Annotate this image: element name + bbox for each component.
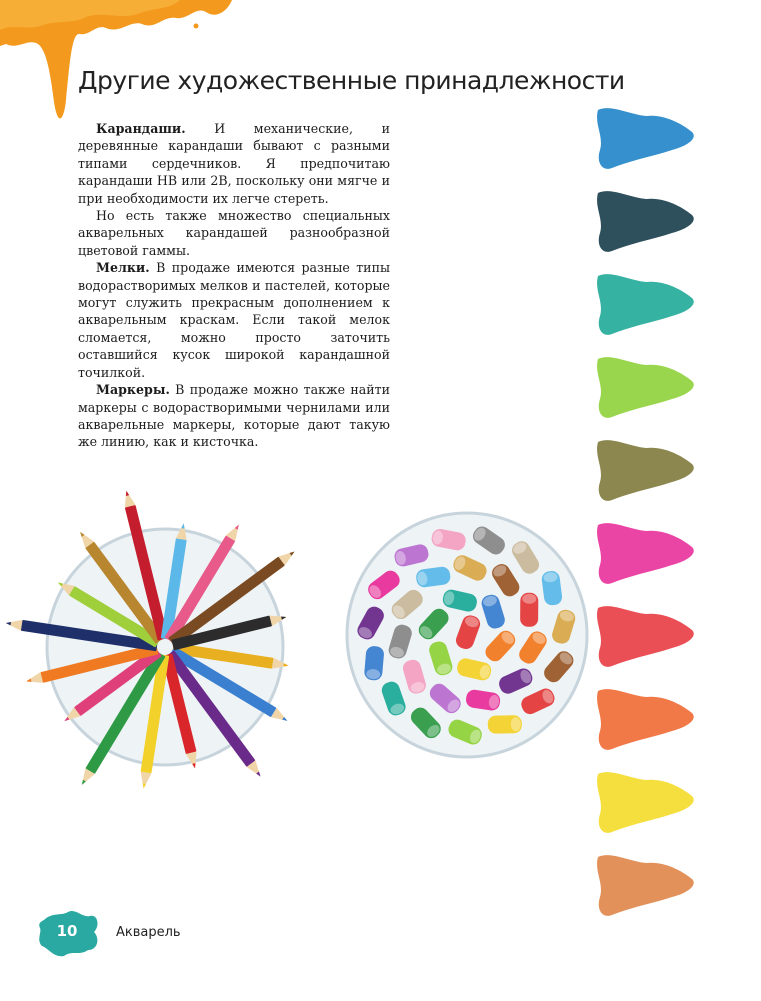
pencils-in-glass-photo xyxy=(0,472,335,817)
paragraph-text: В продаже можно также найти маркеры с водорастворимыми чернилами или акварельные маркеры, которые дают такую же линию, как и кисточка. xyxy=(78,382,390,450)
page-title: Другие художественные принадлежности xyxy=(78,66,625,95)
glass-cup xyxy=(47,529,283,765)
page-footer xyxy=(38,910,238,960)
paragraph-lead: Мелки. xyxy=(96,260,150,276)
paragraph-lead: Маркеры. xyxy=(96,382,170,398)
crayon xyxy=(520,593,538,627)
watercolor-swatch xyxy=(597,772,694,833)
watercolor-swatch xyxy=(597,440,694,501)
watercolor-swatch xyxy=(597,689,694,750)
paragraph-lead: Карандаши. xyxy=(96,121,186,136)
paragraph-pencils xyxy=(78,120,390,207)
page-number: 10 xyxy=(56,922,78,940)
article-body xyxy=(78,120,390,451)
crayons-in-glass-photo xyxy=(335,495,600,780)
watercolor-swatch xyxy=(597,606,694,667)
paragraph-crayons xyxy=(78,259,390,381)
crayon xyxy=(364,645,385,680)
watercolor-swatch xyxy=(597,191,694,252)
watercolor-swatch xyxy=(597,855,694,916)
paragraph-text: И механические, и деревянные карандаши бывают с разными типами сердечников. Я предпочитаю карандаши HB или 2B, поскольку они мягче и при необходимости их легче стереть. xyxy=(78,121,390,206)
paragraph-watercolor-pencils xyxy=(78,207,390,259)
paragraph-text: В продаже имеются разные типы водорастворимых мелков и пастелей, которые могут служить прекрасным дополнением к акварельным краскам. Если такой мелок сломается, можно просто заточить оставшийся кусок широкой карандашной точилкой. xyxy=(78,260,390,380)
watercolor-swatch xyxy=(597,523,694,584)
section-name: Акварель xyxy=(116,925,181,940)
crayon xyxy=(488,715,522,734)
watercolor-swatch xyxy=(597,108,694,169)
paragraph-text: Но есть также множество специальных акварельных карандашей разнообразной цветовой гаммы. xyxy=(78,208,390,258)
watercolor-swatch xyxy=(597,357,694,418)
watercolor-swatch xyxy=(597,274,694,335)
watercolor-swatches xyxy=(588,96,718,926)
paragraph-markers xyxy=(78,381,390,451)
